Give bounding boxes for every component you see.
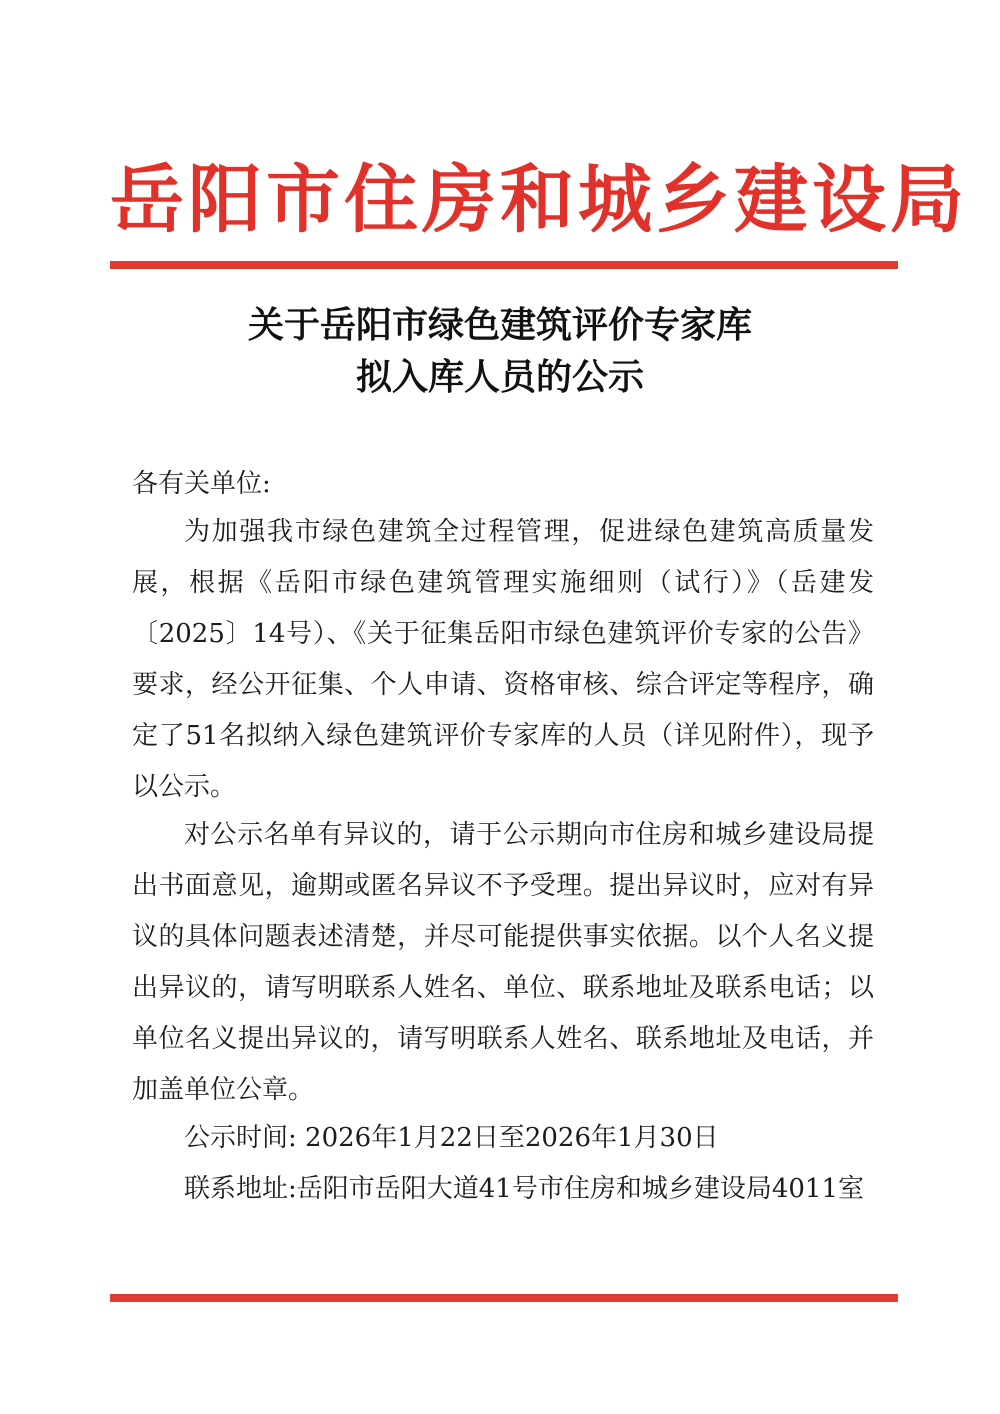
document-title-line-2: 拟入库人员的公示 — [355, 356, 644, 398]
salutation: 各有关单位: — [132, 469, 271, 499]
body-paragraph-2: 对公示名单有异议的，请于公示期向市住房和城乡建设局提出书面意见，逾期或匿名异议不予受理。提出异议时，应对有异议的具体问题表述清楚，并尽可能提供事实依据。以个人名义提出异议的，请写明联系人姓名、单位、联系地址及联系电话；以单位名义提出异议的，请写明联系人姓名、联系地址及电话，并加盖单位公章。 — [132, 820, 874, 1105]
publicity-period: 公示时间: 2026年1月22日至2026年1月30日 — [184, 1123, 719, 1153]
document-title-line-1: 关于岳阳市绿色建筑评价专家库 — [247, 304, 752, 346]
contact-address: 联系地址:岳阳市岳阳大道41号市住房和城乡建设局4011室 — [184, 1174, 865, 1204]
footer-red-rule — [110, 1294, 898, 1302]
body-paragraph-1: 为加强我市绿色建筑全过程管理，促进绿色建筑高质量发展，根据《岳阳市绿色建筑管理实施细则（试行）》（岳建发〔2025〕14号）、《关于征集岳阳市绿色建筑评价专家的公告》要求，经公开征集、个人申请、资格审核、综合评定等程序，确定了51名拟纳入绿色建筑评价专家库的人员（详见附件），现予以公示。 — [132, 517, 874, 802]
letterhead-org-name: 岳阳市住房和城乡建设局 — [110, 157, 968, 243]
letterhead-red-rule — [110, 261, 898, 269]
